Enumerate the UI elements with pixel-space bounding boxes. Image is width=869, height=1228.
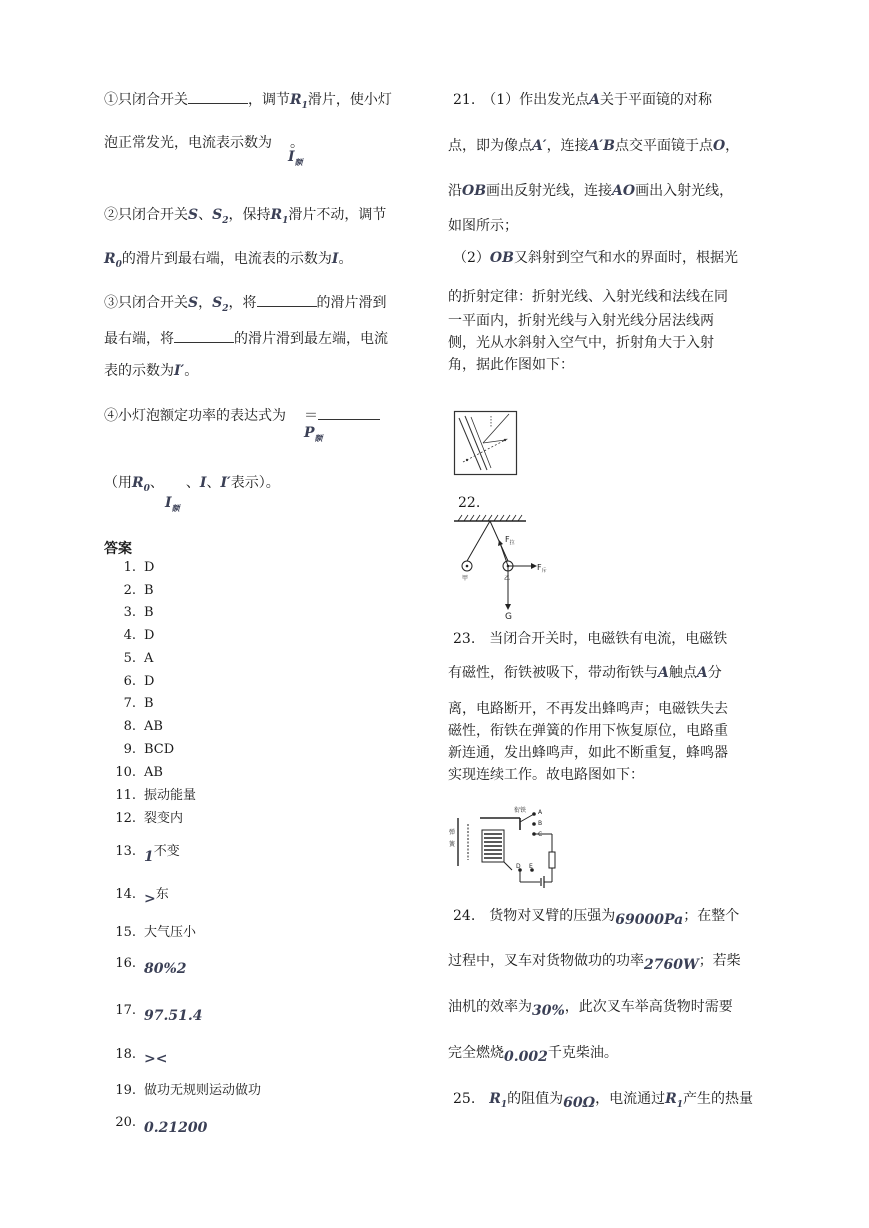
answer-item: 2. B [123,583,154,598]
math-R1: $R_1$ [290,92,308,111]
svg-text:F斥: $F_斥$ [537,563,547,574]
mirror-refraction-figure [453,410,518,476]
q2-line1 [104,206,386,230]
text: ③只闭合开关 [104,295,188,311]
q23-line6: 实现连续工作。故电路图如下： [448,767,644,783]
answer-item: 17. 97.51.4 [115,1003,203,1024]
math-S2: $S_2$ [212,295,229,314]
svg-text:E: E [529,863,533,870]
answer-item: 19. 做功无规则运动做功 [115,1083,262,1098]
answer-item: 11. 振动能量 [115,788,197,803]
answer-item: 18. >< [115,1047,168,1067]
svg-text:弹: 弹 [449,829,456,836]
answer-item: 16. 80%2 [115,956,187,977]
text: 、 [185,475,200,491]
answer-blank [257,294,317,307]
answer-item: 8. AB [123,719,163,734]
answer-item: 7. B [123,696,154,711]
svg-text:乙: 乙 [504,575,511,582]
q22-number: 22. [458,495,481,511]
q24-line2: 过程中，叉车对货物做功的功率2760W；若柴 [448,953,741,973]
math-S: S [188,295,199,311]
text: 。 [184,363,199,379]
text: ，保持 [228,207,271,223]
text: 最右端，将 [104,331,174,347]
q24-line1: 24. 货物对叉臂的压强为69000Pa；在整个 [453,908,740,928]
math-R1: $R_1$ [270,207,289,226]
text: 。 [338,251,353,267]
q21-line6: 的折射定律：折射光线、入射光线和法线在同 [448,289,728,305]
text: 的滑片滑到 [316,295,387,311]
math-R0: $R_0$ [104,251,122,270]
q21-line4: 如图所示； [448,218,518,234]
q21-line5: （2）OB又斜射到空气和水的界面时，根据光 [453,250,738,266]
text: （用 [104,475,132,491]
answer-item: 4. D [123,628,155,643]
answer-item: 1. D [123,560,155,575]
answer-item: 9. BCD [123,742,175,757]
q21-line8: 侧，光从水斜射入空气中，折射角大于入射 [448,335,714,351]
text: ＝ [304,408,318,424]
buzzer-circuit-figure [448,804,566,896]
answer-item: 14. >东 [115,887,169,907]
text: 滑片，使小灯 [307,92,392,108]
answer-item: 6. D [123,674,155,689]
q21-line7: 一平面内，折射光线与入射光线分居法线两 [448,313,714,329]
svg-text:C: C [538,831,543,838]
math-S2: $S_2$ [212,207,229,226]
text: ，调节 [248,92,290,108]
answer-blank [174,330,234,343]
q4-line [104,407,380,425]
text: ①只闭合开关 [104,92,188,108]
q23-line3: 离，电路断开，不再发出蜂鸣声；电磁铁失去 [448,701,728,717]
q23-line4: 磁性，衔铁在弹簧的作用下恢复原位，电路重 [448,723,728,739]
text: 表的示数为 [104,363,174,379]
svg-text:F拉: $F_拉$ [505,535,515,546]
q23-line5: 新连通，发出蜂鸣声，如此不断重复，蜂鸣器 [448,745,728,761]
text: ②只闭合开关 [104,207,188,223]
svg-text:簧: 簧 [449,841,456,848]
q3-line2 [104,330,388,348]
svg-text:甲: 甲 [462,575,469,582]
math-I-rated: $I_额$ [165,495,180,513]
q24-line3: 油机的效率为30%，此次叉车举高货物时需要 [448,999,733,1019]
text: 滑片不动，调节 [288,207,387,223]
math-P-rated: $P_额$ [304,425,323,443]
math-I-prime: I′ [220,475,231,491]
q23-line2: 有磁性，衔铁被吸下，带动衔铁与A触点A分 [448,665,722,681]
answers-heading: 答案 [104,541,132,557]
math-I-prime: I′ [174,363,185,379]
answer-item: 13. 1不变 [115,844,180,865]
force-diagram [448,512,558,624]
q1-line1 [104,91,392,115]
text: 表示）。 [230,475,280,491]
text: 、 [198,207,213,223]
answer-item: 3. B [123,605,154,620]
q3-line3 [104,362,198,380]
answer-item: 20. 0.21200 [115,1115,208,1136]
math-I: I [331,251,339,267]
q3-line1 [104,294,387,318]
math-I-rated: $I_额$ [288,149,303,167]
answer-item: 12. 裂变内 [115,811,184,826]
q21-line3: 沿OB画出反射光线，连接AO画出入射光线， [448,183,734,199]
answer-blank [318,407,380,420]
q21-line2: 点，即为像点A′，连接A′B点交平面镜于点O， [448,138,740,154]
answer-item: 10. AB [115,765,163,780]
q5-line [104,474,280,498]
text: 的滑片到最右端，电流表的示数为 [121,251,332,267]
text: 。 [290,135,304,151]
answer-item: 15. 大气压小 [115,925,197,940]
q23-line1: 23. 当闭合开关时，电磁铁有电流，电磁铁 [453,631,728,647]
text: ，将 [228,295,257,311]
math-S: S [188,207,199,223]
text: 泡正常发光，电流表示数为 [104,135,272,151]
svg-text:B: B [538,820,543,827]
answer-item: 5. A [123,651,154,666]
text: 、 [149,475,164,491]
svg-text:A: A [538,809,543,816]
text: ， [198,295,213,311]
q2-line2 [104,250,352,274]
q21-line1: 21. （1）作出发光点A关于平面镜的对称 [453,92,713,108]
text: ④小灯泡额定功率的表达式为 [104,408,286,424]
answer-blank [188,91,248,104]
math-I: I [199,475,207,491]
q24-line4: 完全燃烧0.002千克柴油。 [448,1045,618,1065]
q1-line2 [104,134,304,152]
text: 、 [206,475,221,491]
q25-line1: 25. $R_1$的阻值为60Ω，电流通过$R_1$产生的热量 [453,1091,754,1111]
svg-text:衔铁: 衔铁 [514,807,527,814]
q21-line9: 角，据此作图如下： [448,357,574,373]
text: 的滑片滑到最左端，电流 [234,331,388,347]
svg-text:G: G [505,612,512,622]
svg-text:D: D [516,863,521,870]
math-R0: $R_0$ [132,475,150,494]
